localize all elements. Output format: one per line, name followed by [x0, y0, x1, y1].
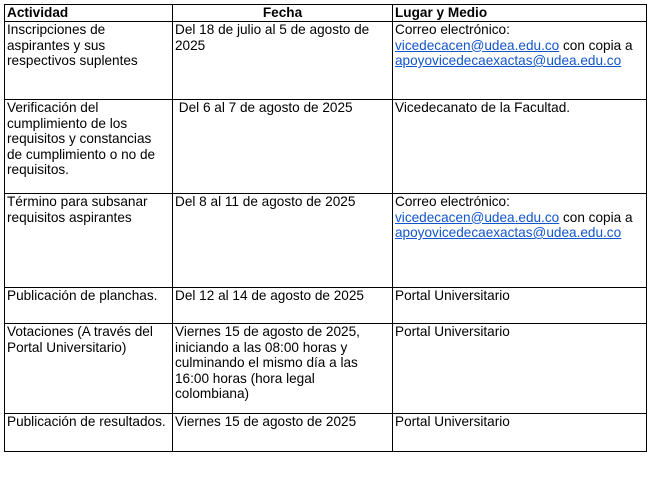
cell-actividad: Inscripciones de aspirantes y sus respectivos suplentes	[5, 22, 173, 100]
cell-fecha: Viernes 15 de agosto de 2025	[173, 414, 393, 452]
email-link-apoyovicedecaexactas[interactable]: apoyovicedecaexactas@udea.edu.co	[395, 53, 622, 68]
cell-actividad: Verificación del cumplimiento de los requisitos y constancias de cumplimiento o no de requisitos.	[5, 100, 173, 194]
cell-lugar: Vicedecanato de la Facultad.	[393, 100, 647, 194]
cell-actividad: Publicación de planchas.	[5, 288, 173, 324]
cell-actividad: Publicación de resultados.	[5, 414, 173, 452]
lugar-middle: con copia a	[559, 209, 633, 225]
cell-lugar	[393, 22, 647, 100]
cell-fecha: Del 8 al 11 de agosto de 2025	[173, 194, 393, 288]
cell-fecha: Viernes 15 de agosto de 2025, iniciando a las 08:00 horas y culminando el mismo día a las 16:00 horas (hora legal colombiana)	[173, 324, 393, 414]
cell-fecha: Del 12 al 14 de agosto de 2025	[173, 288, 393, 324]
email-link-vicedecacen[interactable]: vicedecacen@udea.edu.co	[395, 37, 560, 53]
cell-lugar	[393, 194, 647, 288]
header-row	[5, 5, 647, 22]
lugar-prefix: Correo electrónico:	[395, 22, 510, 37]
header-lugar: Lugar y Medio	[393, 5, 647, 22]
table-row	[5, 194, 647, 288]
cell-fecha: Del 6 al 7 de agosto de 2025	[173, 100, 393, 194]
table-row	[5, 414, 647, 452]
cell-lugar: Portal Universitario	[393, 288, 647, 324]
table-row	[5, 22, 647, 100]
header-fecha: Fecha	[173, 5, 393, 22]
header-actividad: Actividad	[5, 5, 173, 22]
cell-actividad: Término para subsanar requisitos aspirantes	[5, 194, 173, 288]
schedule-table	[4, 4, 647, 452]
cell-lugar: Portal Universitario	[393, 324, 647, 414]
email-link-apoyovicedecaexactas[interactable]: apoyovicedecaexactas@udea.edu.co	[395, 225, 622, 240]
lugar-prefix: Correo electrónico:	[395, 194, 510, 209]
cell-fecha: Del 18 de julio al 5 de agosto de 2025	[173, 22, 393, 100]
table-row	[5, 288, 647, 324]
cell-actividad: Votaciones (A través del Portal Universitario)	[5, 324, 173, 414]
cell-lugar: Portal Universitario	[393, 414, 647, 452]
table-row	[5, 100, 647, 194]
table-row	[5, 324, 647, 414]
email-link-vicedecacen[interactable]: vicedecacen@udea.edu.co	[395, 209, 560, 225]
lugar-middle: con copia a	[559, 37, 633, 53]
